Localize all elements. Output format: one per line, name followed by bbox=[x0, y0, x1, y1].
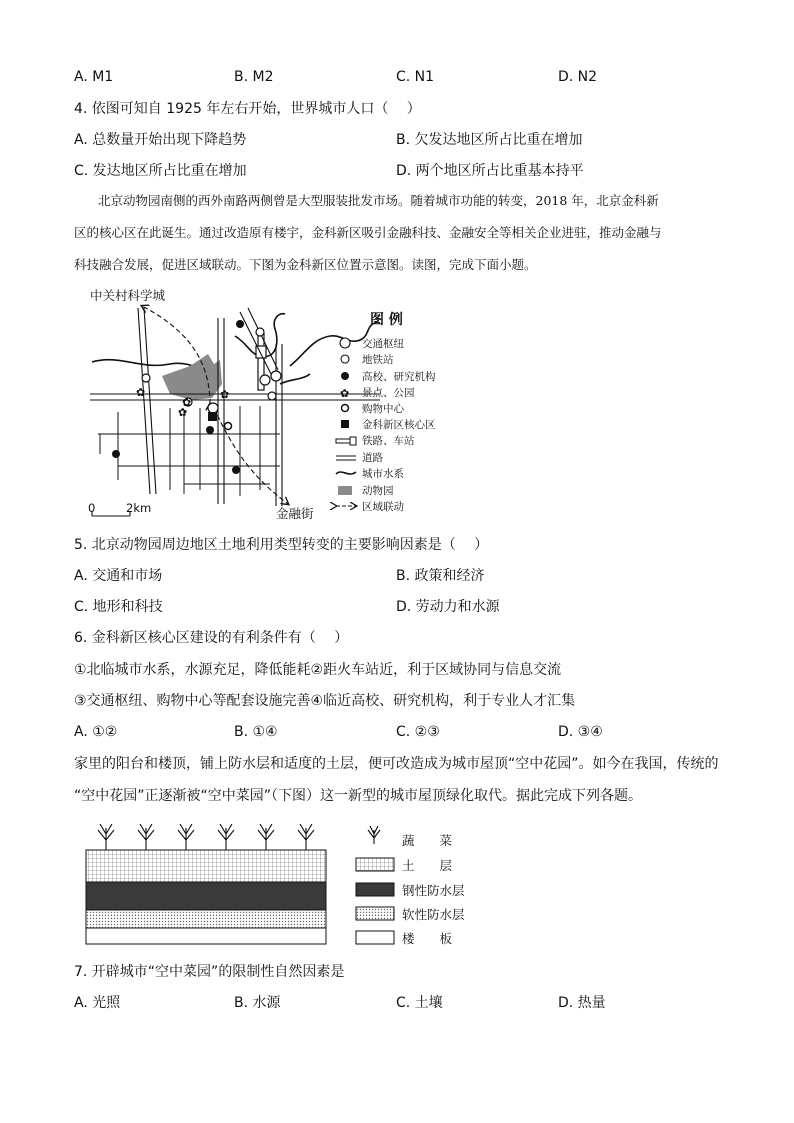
soil-layer bbox=[86, 850, 326, 882]
q4-stem: 4. 依图可知自 1925 年左右开始，世界城市人口（ ） bbox=[74, 101, 421, 117]
floor-slab bbox=[86, 928, 326, 944]
legend-label-shopping: 购物中心 bbox=[362, 403, 404, 415]
legend-plant-icon bbox=[368, 826, 380, 844]
map-label-jinrongjie: 金融街 bbox=[276, 506, 314, 521]
legend-label-scenic: 景点、公园 bbox=[362, 387, 415, 399]
jinke-core-marker bbox=[208, 412, 217, 421]
q6-option-d: D. ③④ bbox=[558, 724, 603, 740]
water-line-4 bbox=[280, 374, 310, 384]
q7-option-b: B. 水源 bbox=[234, 995, 281, 1011]
scale-bar bbox=[92, 511, 130, 516]
passage2-line2: “空中花园”正逐渐被“空中菜园”（下图）这一新型的城市屋顶绿化取代。据此完成下列各题。 bbox=[74, 788, 643, 804]
svg-text:✿: ✿ bbox=[220, 388, 230, 401]
q7-stem: 7. 开辟城市“空中菜园”的限制性自然因素是 bbox=[74, 964, 345, 980]
legend-rigid: 钢性防水层 bbox=[402, 883, 465, 898]
passage1-line1: 北京动物园南侧的西外南路两侧曾是大型服装批发市场。随着城市功能的转变，2018 年，北京金科新 bbox=[98, 193, 659, 208]
scale-distance: 2km bbox=[126, 501, 152, 515]
legend-label-water: 城市水系 bbox=[362, 468, 404, 480]
legend-label-linkage: 区域联动 bbox=[362, 501, 404, 513]
q4-option-b: B. 欠发达地区所占比重在增加 bbox=[396, 132, 583, 148]
legend-label-road: 道路 bbox=[362, 452, 383, 464]
vegetable-plants bbox=[98, 824, 314, 850]
q4-option-d: D. 两个地区所占比重基本持平 bbox=[396, 163, 584, 179]
legend-soft: 软性防水层 bbox=[402, 907, 465, 922]
q5-option-c: C. 地形和科技 bbox=[74, 599, 163, 615]
rooftop-garden-diagram bbox=[80, 818, 480, 950]
q6-option-a: A. ①② bbox=[74, 724, 118, 740]
q6-stem: 6. 金科新区核心区建设的有利条件有（ ） bbox=[74, 630, 349, 646]
q3-option-a: A. M1 bbox=[74, 69, 114, 85]
legend-label-university: 高校、研究机构 bbox=[362, 371, 436, 383]
q7-option-a: A. 光照 bbox=[74, 995, 121, 1011]
passage1-line2: 区的核心区在此诞生。通过改造原有楼宇，金科新区吸引金融科技、金融安全等相关企业进驻，推动金融与 bbox=[74, 225, 662, 240]
legend-label-metro: 地铁站 bbox=[362, 354, 394, 366]
q6-option-b: B. ①④ bbox=[234, 724, 278, 740]
q6-option-c: C. ②③ bbox=[396, 724, 440, 740]
svg-text:✿: ✿ bbox=[178, 406, 188, 419]
q4-option-c: C. 发达地区所占比重在增加 bbox=[74, 163, 247, 179]
svg-text:✿: ✿ bbox=[340, 387, 350, 400]
map-label-zhongguancun: 中关村科学城 bbox=[90, 288, 166, 303]
q3-option-d: D. N2 bbox=[558, 69, 598, 85]
q6-statement-2: ③交通枢纽、购物中心等配套设施完善④临近高校、研究机构，利于专业人才汇集 bbox=[74, 693, 576, 709]
q4-option-a: A. 总数量开始出现下降趋势 bbox=[74, 132, 247, 148]
soft-waterproof-layer bbox=[86, 910, 326, 928]
q5-stem: 5. 北京动物园周边地区土地利用类型转变的主要影响因素是（ ） bbox=[74, 537, 489, 553]
svg-text:✿: ✿ bbox=[136, 386, 146, 399]
q3-option-c: C. N1 bbox=[396, 69, 435, 85]
shopping-center-icon bbox=[225, 423, 232, 430]
legend-vegetable: 蔬 菜 bbox=[402, 833, 453, 848]
zoo-area bbox=[162, 354, 222, 400]
legend-soil: 土 层 bbox=[402, 858, 453, 873]
passage1-line3: 科技融合发展，促进区域联动。下图为金科新区位置示意图。读图，完成下面小题。 bbox=[74, 257, 537, 272]
q5-option-d: D. 劳动力和水源 bbox=[396, 599, 500, 615]
q7-option-d: D. 热量 bbox=[558, 995, 606, 1011]
linkage-arrow-south bbox=[214, 408, 288, 504]
legend-label-hub: 交通枢纽 bbox=[362, 338, 404, 350]
jinke-location-map bbox=[80, 284, 480, 524]
q6-statement-1: ①北临城市水系，水源充足，降低能耗②距火车站近，利于区域协同与信息交流 bbox=[74, 662, 562, 678]
scale-zero: 0 bbox=[88, 501, 96, 515]
rigid-waterproof-layer bbox=[86, 882, 326, 910]
legend-label-railway: 铁路、车站 bbox=[362, 435, 415, 447]
q3-option-b: B. M2 bbox=[234, 69, 274, 85]
legend-label-jinke: 金科新区核心区 bbox=[362, 419, 436, 431]
q7-option-c: C. 土壤 bbox=[396, 995, 443, 1011]
q5-option-b: B. 政策和经济 bbox=[396, 568, 485, 584]
passage2-line1: 家里的阳台和楼顶，铺上防水层和适度的土层，便可改造成为城市屋顶“空中花园”。如今在我国，传统的 bbox=[74, 756, 719, 772]
legend-label-zoo: 动物园 bbox=[362, 485, 394, 497]
svg-text:✿: ✿ bbox=[182, 396, 192, 409]
legend-slab: 楼 板 bbox=[402, 931, 453, 946]
legend-title: 图 例 bbox=[370, 312, 403, 328]
q5-option-a: A. 交通和市场 bbox=[74, 568, 163, 584]
